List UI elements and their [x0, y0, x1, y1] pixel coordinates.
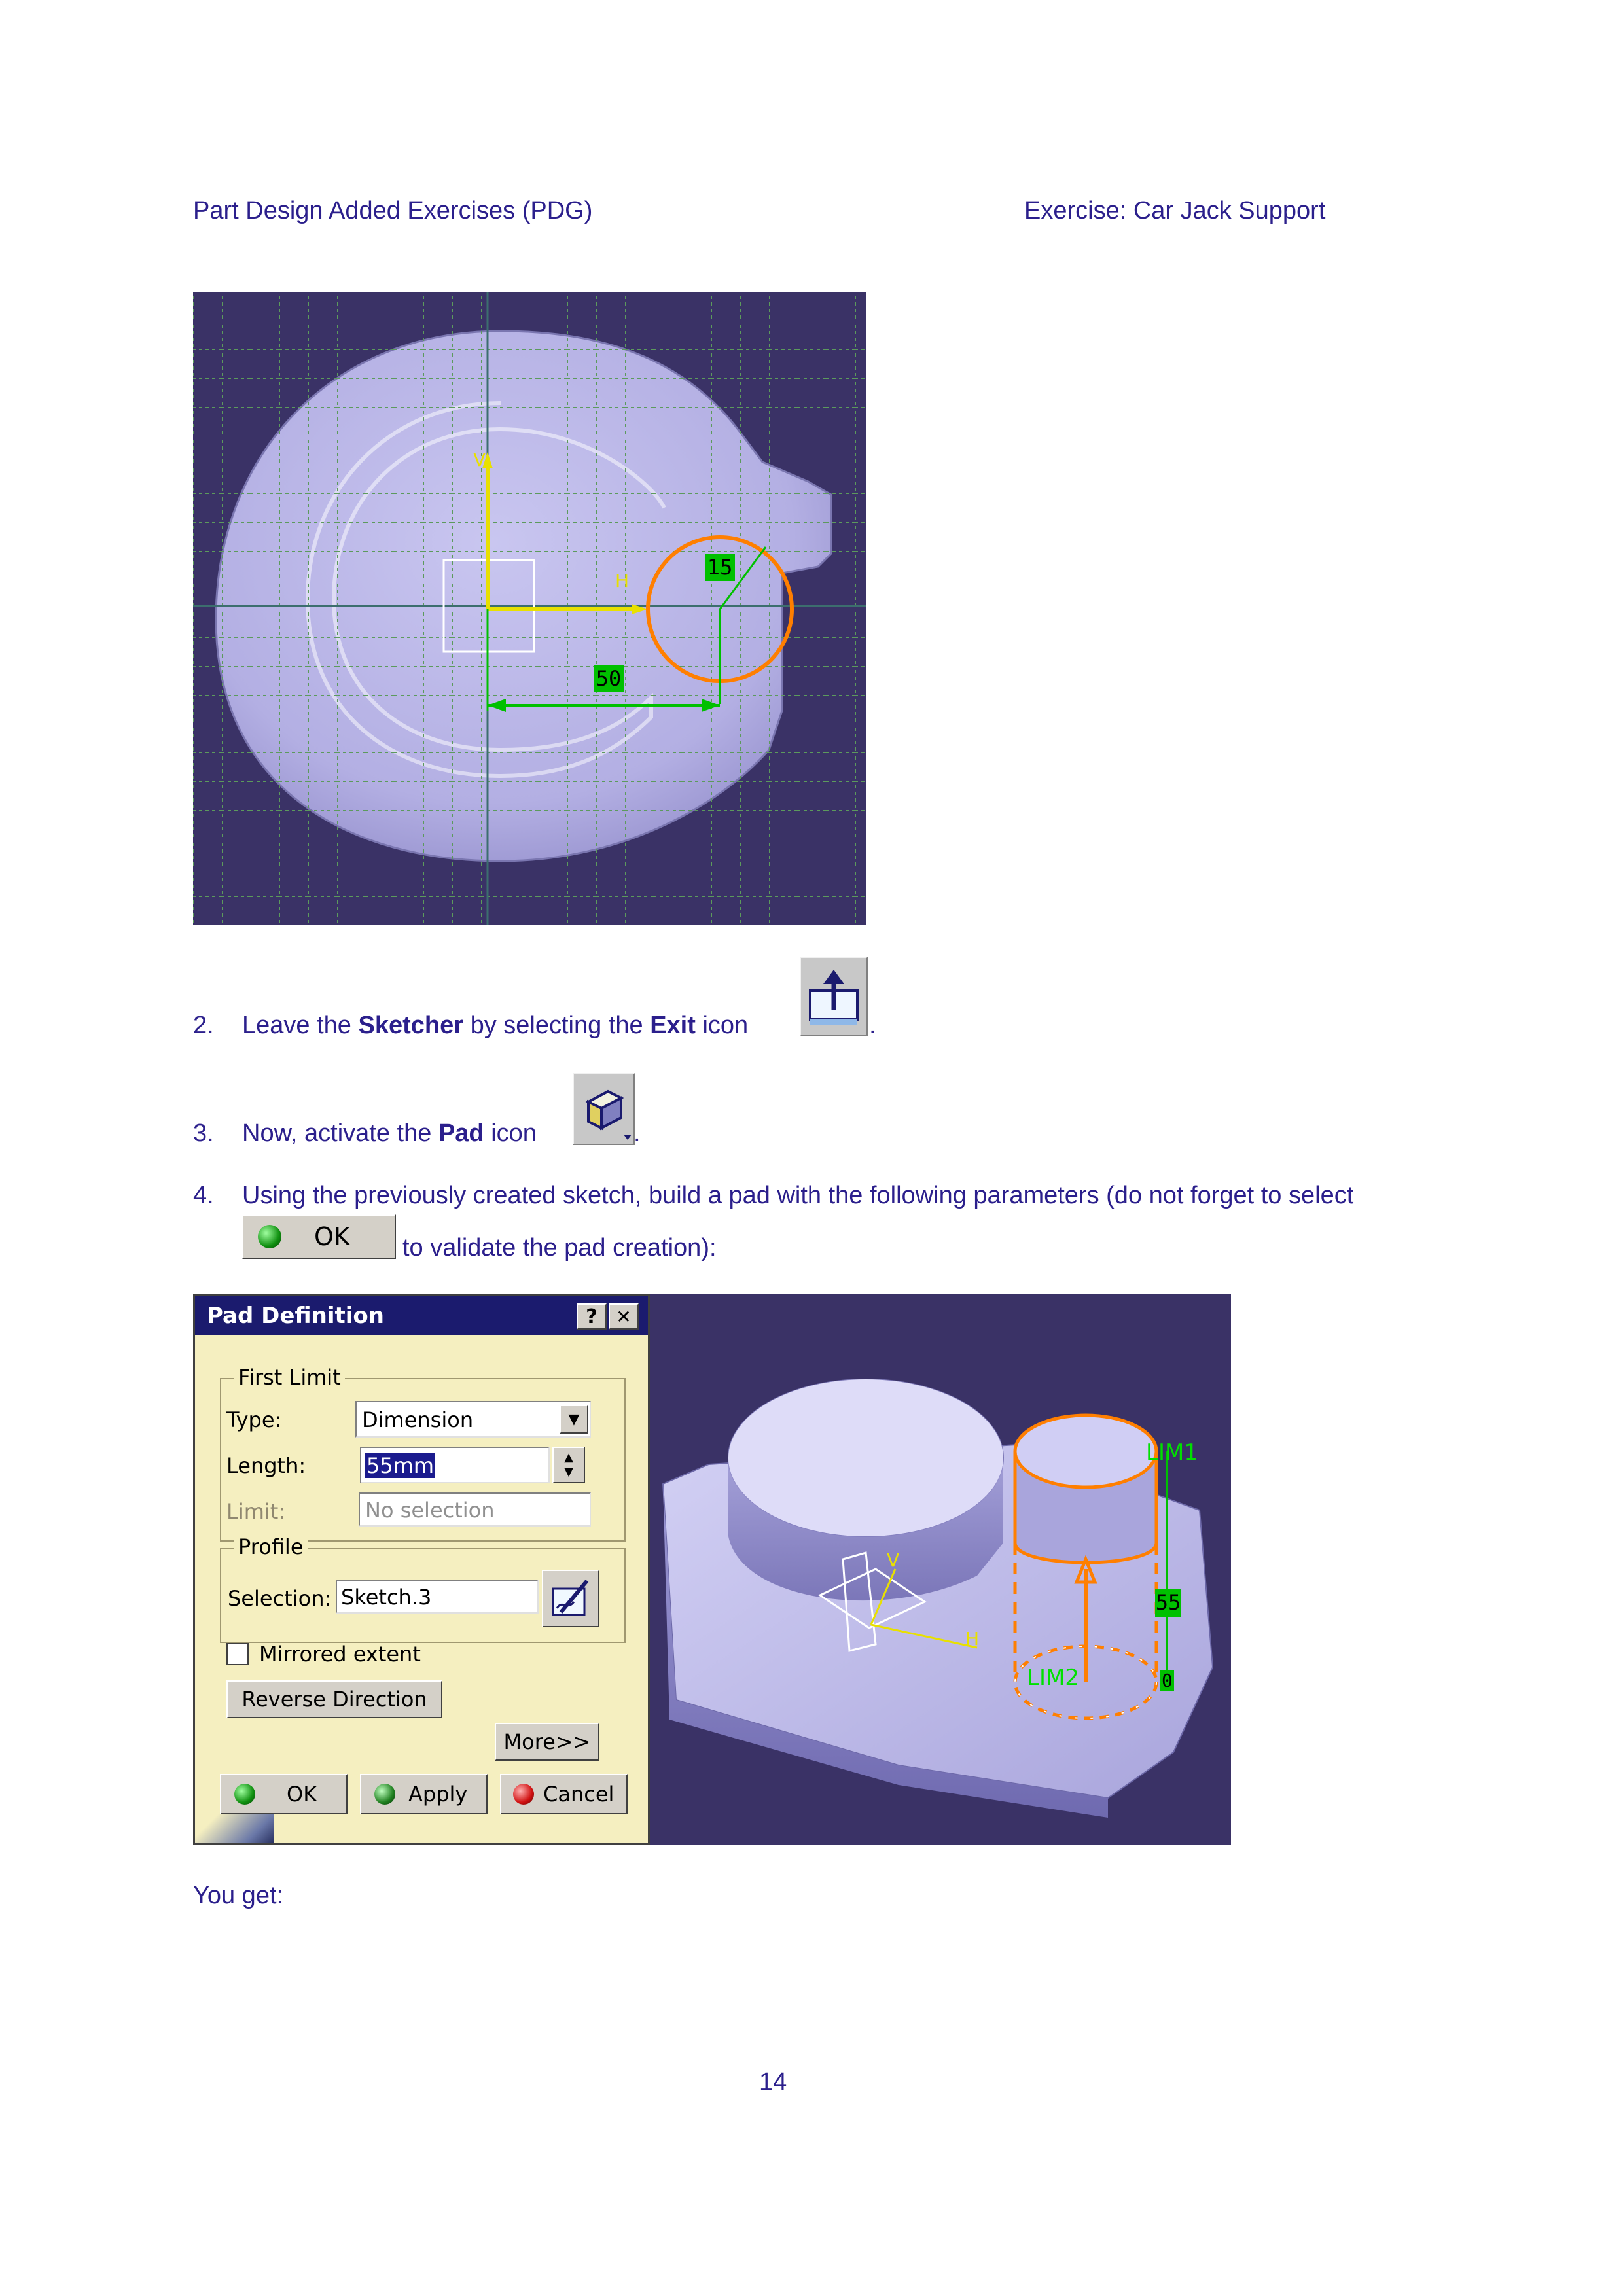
header-right: Exercise: Car Jack Support — [1024, 197, 1326, 224]
step-4-line2: to validate the pad creation): — [402, 1234, 717, 1262]
pad-icon[interactable] — [573, 1073, 635, 1145]
dialog-ok-button[interactable] — [220, 1774, 348, 1814]
length-value: 55mm — [366, 1453, 435, 1478]
selection-input[interactable] — [336, 1580, 539, 1614]
help-button[interactable]: ? — [577, 1303, 607, 1330]
more-button[interactable]: More>> — [495, 1723, 599, 1761]
cancel-led-icon — [513, 1784, 534, 1805]
sketch-button[interactable] — [542, 1570, 599, 1627]
step-4-line1: Using the previously created sketch, build a pad with the following parameters (do not forget to select — [242, 1182, 1354, 1209]
type-select[interactable] — [355, 1401, 591, 1438]
limit-value: No selection — [365, 1498, 495, 1523]
apply-label: Apply — [408, 1782, 468, 1807]
step-3-number: 3. — [193, 1120, 214, 1147]
length-input[interactable] — [360, 1447, 550, 1483]
sketch-axis-v: V — [473, 449, 486, 470]
step-3-period: . — [633, 1120, 641, 1147]
step-2-number: 2. — [193, 1012, 214, 1039]
dialog-title: Pad Definition — [207, 1303, 384, 1329]
pad-definition-dialog — [193, 1294, 650, 1845]
apply-button[interactable] — [360, 1774, 488, 1814]
apply-led-icon — [374, 1784, 395, 1805]
mirrored-extent-label: Mirrored extent — [259, 1642, 421, 1667]
sketch-axis-h: H — [615, 570, 630, 592]
step-2-text: Leave the Sketcher by selecting the Exit icon — [242, 1012, 749, 1039]
exit-icon[interactable] — [800, 957, 868, 1036]
length-stepper[interactable]: ▲ ▼ — [552, 1447, 585, 1483]
type-label: Type: — [226, 1407, 282, 1432]
ok-button-label: OK — [314, 1222, 350, 1251]
page-number: 14 — [759, 2068, 787, 2096]
pad-preview-viewport-image — [650, 1294, 1231, 1845]
mirrored-extent-checkbox[interactable] — [226, 1643, 249, 1665]
ok-led-icon — [258, 1225, 281, 1248]
ok-button-illustration[interactable] — [242, 1214, 396, 1259]
pad-zero-dim: 0 — [1162, 1670, 1173, 1691]
selection-value: Sketch.3 — [341, 1585, 432, 1610]
ok-led-icon — [234, 1784, 255, 1805]
lim1-label: LIM1 — [1146, 1439, 1198, 1466]
close-button[interactable]: ✕ — [609, 1303, 639, 1330]
limit-input[interactable] — [359, 1492, 591, 1527]
profile-label: Profile — [234, 1534, 308, 1559]
reverse-direction-button[interactable]: Reverse Direction — [226, 1680, 442, 1718]
first-limit-label: First Limit — [234, 1365, 345, 1390]
dialog-ok-label: OK — [287, 1782, 317, 1807]
sketch-viewport-image — [193, 292, 866, 925]
chevron-down-icon[interactable]: ▼ — [560, 1405, 588, 1434]
sketch-dim-distance: 50 — [596, 666, 622, 691]
step-2-period: . — [869, 1012, 876, 1039]
sketch-dim-radius: 15 — [707, 555, 733, 580]
limit-label: Limit: — [226, 1499, 286, 1524]
step-4-number: 4. — [193, 1182, 214, 1209]
cancel-label: Cancel — [543, 1782, 615, 1807]
you-get-text: You get: — [193, 1882, 284, 1909]
cancel-button[interactable] — [500, 1774, 628, 1814]
type-value: Dimension — [362, 1407, 474, 1432]
pad-length-dim: 55 — [1155, 1590, 1181, 1615]
length-label: Length: — [226, 1453, 306, 1478]
header-left: Part Design Added Exercises (PDG) — [193, 197, 593, 224]
lim2-label: LIM2 — [1027, 1665, 1079, 1691]
sketch-pencil-icon — [548, 1576, 594, 1621]
selection-label: Selection: — [228, 1586, 332, 1611]
dialog-title-bar — [195, 1296, 648, 1335]
model-axis-v: V — [887, 1549, 900, 1571]
model-axis-h: H — [965, 1628, 980, 1650]
step-3-text: Now, activate the Pad icon — [242, 1120, 537, 1147]
